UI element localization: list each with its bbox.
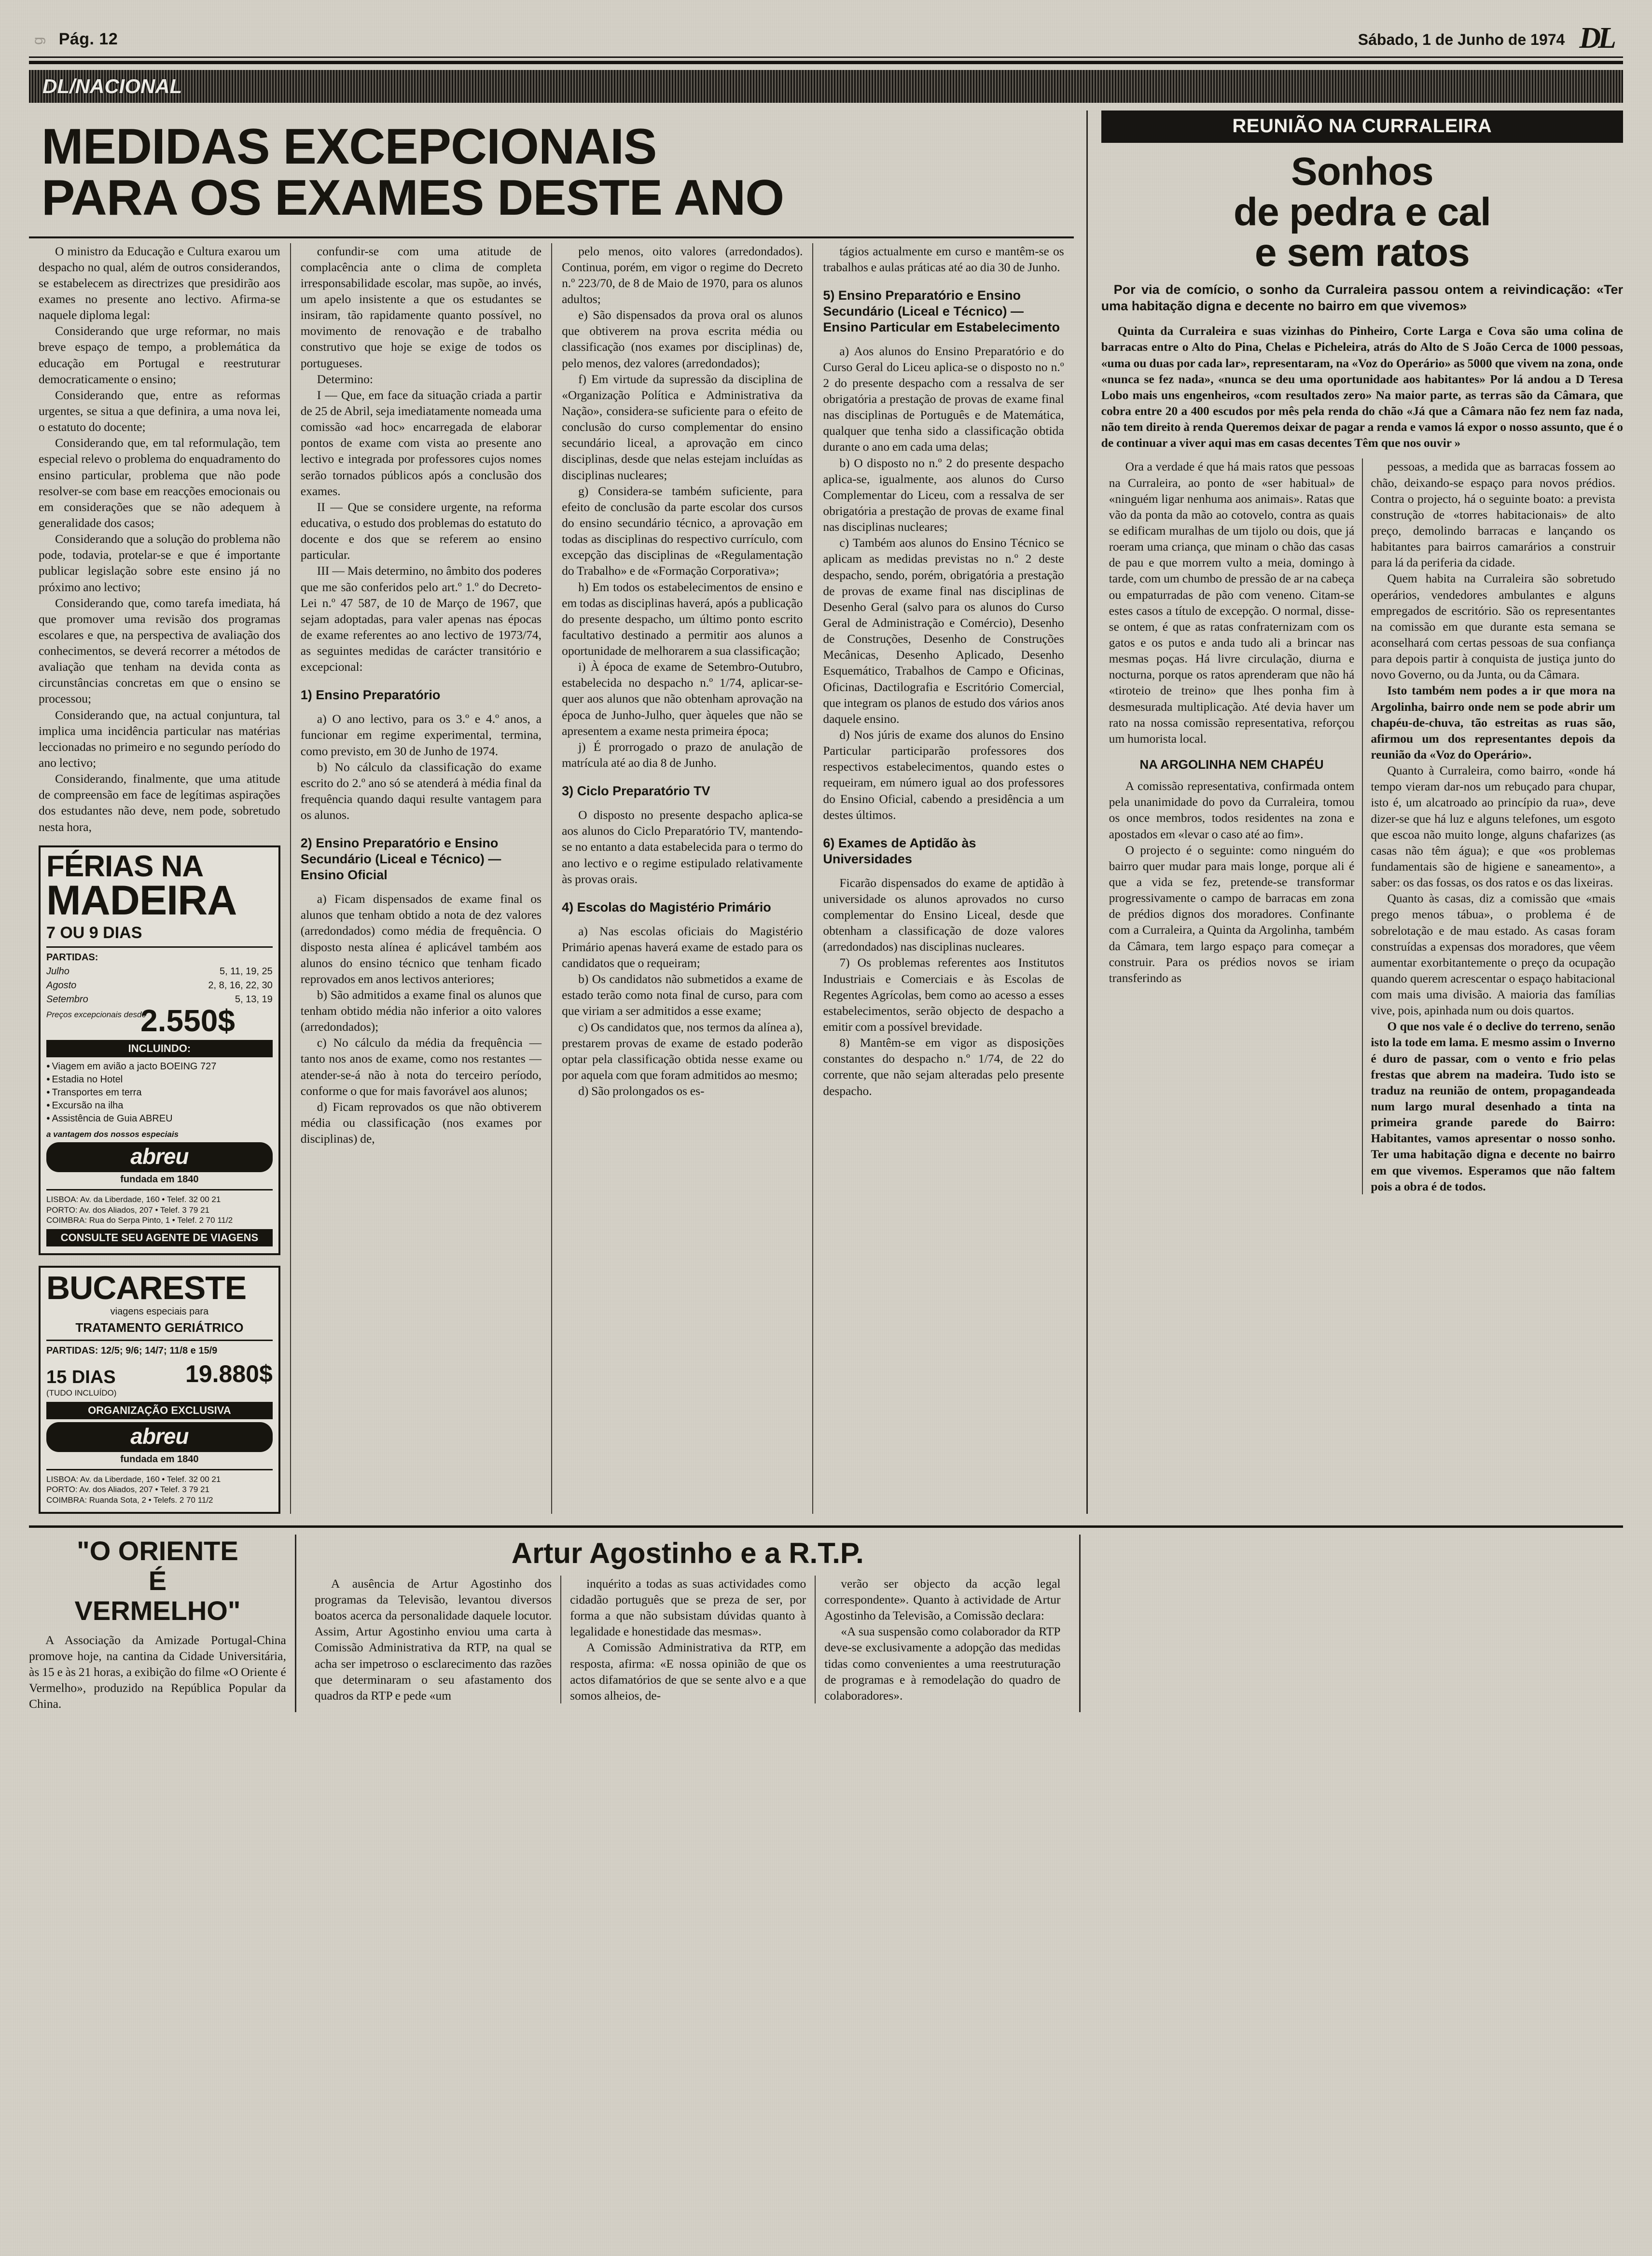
ad-departures: PARTIDAS: 12/5; 9/6; 14/7; 11/8 e 15/9 — [46, 1345, 218, 1356]
headline-rule — [29, 236, 1074, 238]
paragraph: b) São admitidos a exame final os alunos que tenham obtido média não inferior a oito valores (arredondados); — [300, 987, 542, 1034]
paragraph: c) Também aos alunos do Ensino Técnico se aplicam as medidas previstas no n.º 2 deste despacho, sendo, porém, obrigatória a prestação de provas de exame final nas disciplinas de Desenho Geral (salvo para os alunos do Curso Geral de Administração e Comércio), Desenho de Construções, Desenho de Construções Mecânicas, Desenho Aplicado, Desenho Esquemático, Trabalhos de Campo e Oficinas, Oficinas, Dactilografia e Escritório Comercial, que integram os planos de estudo dos vários anos daquele ensino. — [823, 536, 1064, 726]
ad-departure-month: Julho — [46, 966, 69, 977]
paragraph: Considerando que, como tarefa imediata, há que promover uma revisão dos programas escolares e que, na perspectiva de avaliação dos conhecimentos, se deverá recorrer a métodos de avaliação que tenham na devida conta as circunstâncias concretas em que o ensino se processou; — [39, 595, 280, 706]
divider-top-thick — [29, 61, 1623, 64]
artur-column-1 — [306, 1576, 560, 1703]
paragraph: A Comissão Administrativa da RTP, em resposta, afirma: «E nossa opinião de que os actos difamatórios de que se sente alvo e a que somos alheios, de- — [570, 1640, 806, 1702]
abreu-founded: fundada em 1840 — [120, 1174, 199, 1185]
ad-title-line-3: VERMELHO" — [74, 1595, 241, 1626]
article-columns — [29, 243, 1074, 1514]
paragraph: f) Em virtude da supressão da disciplina de «Organização Política e Administrativa da Nação», considera-se suficiente para o efeito de conclusão do curso complementar do ensino secundário liceal, a aprovação em cinco disciplinas, desde que nelas estejam incluídas as disciplinas nucleares; — [562, 372, 803, 482]
artur-column-2 — [560, 1576, 815, 1703]
ad-office: LISBOA: Av. da Liberdade, 160 • Telef. 32 00 21 — [46, 1195, 221, 1204]
section-tag: DL/NACIONAL — [42, 75, 182, 98]
paragraph: c) No cálculo da média da frequência — tanto nos anos de exame, como nos restantes — atender-se-á não à nota do terceiro período, conforme o que for mais favorável aos alunos; — [300, 1036, 542, 1098]
paragraph: d) Nos júris de exame dos alunos do Ensino Particular participarão professores dos respectivos estabelecimentos, quando estes o requeiram, em número igual ao dos professores do Ensino Oficial, cabendo a presidência a um destes últimos. — [823, 728, 1064, 822]
abreu-logo: abreu — [46, 1142, 273, 1172]
ad-includes-list — [46, 1060, 273, 1125]
ad-band: ORGANIZAÇÃO EXCLUSIVA — [46, 1402, 273, 1419]
ad-title-line1: FÉRIAS NA — [46, 849, 204, 883]
artur-agostinho-article — [296, 1535, 1079, 1712]
artur-columns — [306, 1576, 1069, 1703]
ad-departure-days: 5, 11, 19, 25 — [220, 966, 273, 977]
article-column-3 — [551, 243, 812, 1514]
paragraph: i) À época de exame de Setembro-Outubro, estabelecida no despacho n.º 1/74, aplicar-se-quer aos alunos que não obtenham aprovação na época de Junho-Julho, quer àqueles que não se apresentem a exame nesta primeira época; — [562, 660, 803, 738]
subheading-exames-aptidao: 6) Exames de Aptidão às Universidades — [823, 835, 976, 866]
ad-include-item: ● Excursão na ilha — [46, 1099, 273, 1112]
ad-departures-label: PARTIDAS: — [46, 952, 98, 963]
ad-departure-row — [46, 980, 273, 992]
paragraph: «A sua suspensão como colaborador da RTP deve-se exclusivamente a adopção das medidas tidas como convenientes a uma reestruturação de programas e à remodelação do quadro de colaboradores». — [824, 1624, 1061, 1702]
curraleira-continuation — [1079, 1535, 1623, 1712]
subheading-ensino-preparatorio: 1) Ensino Preparatório — [300, 688, 441, 703]
paragraph: Isto também nem podes a ir que mora na Argolinha, bairro onde nem se pode abrir um chapéu-de-chuva, tão estreitas as ruas são, afirmou um dos representantes depois da reunião da «Voz do Operário». — [1371, 683, 1615, 761]
ad-title-line-1: "O ORIENTE — [77, 1535, 238, 1566]
paragraph: pessoas, a medida que as barracas fossem ao chão, deixando-se espaço para novos prédios. Contra o projecto, há o seguinte boato: a prevista construção de «torres habitacionais» de alto preço, demolindo barracas e lançando os habitantes para bairros camarários a construir para lá da periferia da cidade. — [1371, 459, 1615, 570]
section-banner — [29, 70, 1623, 103]
paragraph: e) São dispensados da prova oral os alunos que obtiverem na prova escrita média ou classificação (nos exames por disciplinas) de, pelo menos, dez valores (arredondados); — [562, 308, 803, 370]
paragraph: 7) Os problemas referentes aos Institutos Industriais e Comerciais e às Escolas de Regentes Agrícolas, bem como ao acesso a esses estabelecimentos, serão objecto de despacho a emitir com a possível brevidade. — [823, 955, 1064, 1034]
paragraph: pelo menos, oito valores (arredondados). Continua, porém, em vigor o regime do Decreto n.º 223/70, de 8 de Maio de 1970, para os alunos adultos; — [562, 244, 803, 306]
paragraph: b) No cálculo da classificação do exame escrito do 2.º ano só se atenderá à média final da frequência quando daqui resulte vantagem para os alunos. — [300, 760, 542, 822]
fold-mark: g — [29, 36, 46, 45]
ad-departure-row — [46, 966, 273, 978]
paragraph: Considerando que, entre as reformas urgentes, se situa a que definira, a uma nova lei, o estatuto do docente; — [39, 388, 280, 434]
paragraph: b) Os candidatos não submetidos a exame de estado terão como nota final de curso, para com que viriam a ser admitidos a esse exame; — [562, 972, 803, 1018]
paragraph: inquérito a todas as suas actividades como cidadão português que se preza de ser, por forma a que não subsistam dúvidas quanto à legalidade e honestidade das mesmas». — [570, 1576, 806, 1639]
paragraph: 8) Mantêm-se em vigor as disposições constantes do despacho n.º 1/74, de 22 do corrente, que não sejam alteradas pelo presente despacho. — [823, 1036, 1064, 1098]
paragraph: Determino: — [317, 372, 373, 386]
curraleira-subheading: NA ARGOLINHA NEM CHAPÉU — [1139, 757, 1324, 772]
paragraph: d) Ficam reprovados os que não obtiverem média ou classificação (nos exames por disciplinas) de, — [300, 1099, 542, 1146]
ad-includes-label: INCLUINDO: — [46, 1040, 273, 1057]
paragraph: Considerando que, em tal reformulação, tem especial relevo o problema do enquadramento do ensino particular, problema que não pode resolver-se com base em reacções emocionais ou em considerações que se não adequem à generalidade dos casos; — [39, 436, 280, 530]
subheading-ciclo-preparatorio-tv: 3) Ciclo Preparatório TV — [562, 784, 710, 799]
ad-bucareste[interactable] — [39, 1266, 280, 1514]
paragraph: Ficarão dispensados do exame de aptidão à universidade os alunos aprovados no curso complementar do Ensino Liceal, desde que obtenham a classificação de doze valores (arredondados) nas disciplinas nucleares. — [823, 875, 1064, 954]
paragraph: II — Que se considere urgente, na reforma educativa, o estudo dos problemas do estatuto do docente e dos que se referem ao ensino particular. — [300, 499, 542, 562]
curraleira-article — [1088, 111, 1623, 1513]
bottom-section — [29, 1525, 1623, 1712]
paragraph: O projecto é o seguinte: como ninguém do bairro quer mudar para mais longe, porque ali é que a vida se fez, pretende-se transformar progressivamente o campo de barracas em zona de prédios dignos dos moradores. Confinante com a Curraleira, a Quinta da Argolinha, também da Câmara, tem largo espaço para começar a construir. Para os prédios novos se iriam transferindo as — [1109, 843, 1355, 985]
paragraph: O que nos vale é o declive do terreno, senão isto la tode em lama. E mesmo assim o Inverno é duro de passar, com o vento e frio pelas frestas que abrem na madeira. Tudo isto se traduz na reunião de ontem, propagandeada num largo mural desenhado a tinta na primeira grande parede do Bairro: Habitantes, vamos apresentar o nosso sonho. Ter uma habitação digna e decente no bairro em que vivemos. Esperamos que não faltem pois a obra é de todos. — [1371, 1019, 1615, 1193]
ad-days: 15 DIAS — [46, 1367, 116, 1387]
paragraph: tágios actualmente em curso e mantêm-se os trabalhos e aulas práticas até ao dia 30 de Junho. — [823, 244, 1064, 274]
paragraph: h) Em todos os estabelecimentos de ensino e em todas as disciplinas haverá, após a publicação do presente despacho, um último ponto escrito facultativo destinado a permitir aos alunos a oportunidade de melhorarem a sua classificação; — [562, 580, 803, 658]
paragraph: Quanto à Curraleira, como bairro, «onde há tempo vieram dar-nos um rebuçado para chupar, isto é, um alcatroado ao princípio da rua», deve dizer-se que há luz e alguns telefones, um esgoto que escoa não muito longe, alguns chafarizes (as casas não têm água); e que «os problemas fundamentais são de higiene e saneamento», a saber: os das fossas, os dos ratos e os das lixeiras. — [1371, 763, 1615, 890]
masthead-logo: DL — [1579, 22, 1613, 55]
ad-office: COIMBRA: Rua do Serpa Pinto, 1 • Telef. 2 70 11/2 — [46, 1215, 233, 1225]
paragraph: a) Ficam dispensados de exame final os alunos que tenham obtido a nota de dez valores (arredondados) como média de frequência. O disposto nesta alínea é aplicável também aos alunos do ensino técnico que tenham ficado reprovados em anos lectivos anteriores; — [300, 892, 542, 986]
curraleira-column-1 — [1101, 458, 1362, 1194]
paragraph: Quinta da Curraleira e suas vizinhas do Pinheiro, Corte Larga e Cova são uma colina de barracas entre o Alto do Pina, Chelas e Picheleira, atrás do Alto de S João Cerca de 1000 pessoas, «uma ou duas por cada lar», representaram, na «Voz do Operário» as 5000 que vivem na zona, onde «nunca se fez nada», «nunca se deu uma oportunidade aos habitantes» Por lá andou a D Teresa Lobo mais uns engenheiros, «com resultados zero» Na maior parte, as terras são da Câmara, que cobra entre 20 a 400 escudos por mês pela renda do chão «Já que a Câmara não fez nem faz nada, não tem direito à renda Queremos deixar de pagar a renda e vamos lá expor o nosso assunto, que é o de continuar a viver aqui mas em casas decentes Têm que nos ouvir » — [1101, 324, 1623, 450]
subheading-ensino-particular: 5) Ensino Preparatório e Ensino Secundário (Liceal e Técnico) — Ensino Particular em Estabelecimento — [823, 288, 1060, 334]
ad-title: BUCARESTE — [46, 1270, 247, 1307]
article-column-1 — [29, 243, 290, 1514]
curraleira-headline-line-1: Sonhos — [1291, 150, 1433, 194]
curraleira-columns — [1101, 458, 1623, 1194]
paragraph: Quem habita na Curraleira são sobretudo operários, vendedores ambulantes e alguns empregados de escritório. São os representantes na comissão em que durante esta semana se aconselhará com certas pessoas de sua confiança para depois partir à conquista de justiça junto do novo Governo, ou da Junta, ou da Câmara. — [1371, 571, 1615, 682]
paragraph: Quanto às casas, diz a comissão que «mais prego menos tábua», o problema é de sobrelotação e de mau estado. As casas foram construídas a expensas dos moradores, que vêem aumentar exorbitantemente o preço da ocupação quando querem acrescentar o espaço habitacional com mais uma divisão. A maioria das famílias vive, pois, apinhada num ou dois quartos. — [1371, 891, 1615, 1018]
paragraph: a) Aos alunos do Ensino Preparatório e do Curso Geral do Liceu aplica-se o disposto no n.º 2 do presente despacho com a ressalva de ser obrigatória a prestação de provas de exame final nas disciplinas de Português e de Matemática, qualquer que tenha sido a classificação obtida durante o ano em cada uma delas; — [823, 344, 1064, 454]
ad-title-line-2: É — [148, 1565, 167, 1596]
article-column-4 — [812, 243, 1073, 1514]
paragraph: confundir-se com uma atitude de complacência ante o clima de completa irresponsabilidade escolar, mas supõe, ao invés, um apelo insistente a que os estudantes se insiram, tão rapidamente quanto possível, no movimento de renovação e de trabalho construtivo que hoje se exige de todos os portugueses. — [300, 244, 542, 370]
ad-include-item: ● Viagem em avião a jacto BOEING 727 — [46, 1060, 273, 1073]
paragraph: a) O ano lectivo, para os 3.º e 4.º anos, a funcionar em regime experimental, termina, como previsto, em 30 de Junho de 1974. — [300, 712, 542, 758]
artur-headline: Artur Agostinho e a R.T.P. — [511, 1536, 864, 1569]
paragraph: Considerando que urge reformar, no mais breve espaço de tempo, a problemática da educação em Portugal e reestruturar democraticamente o ensino; — [39, 324, 280, 386]
paragraph: verão ser objecto da acção legal correspondente». Quanto à actividade de Artur Agostinho da Televisão, a Comissão declara: — [824, 1576, 1061, 1623]
paragraph: III — Mais determino, no âmbito dos poderes que me são conferidos pelo art.º 1.º do Decreto-Lei n.º 47 587, de 10 de Março de 1967, que sejam adoptadas, para valer apenas nas épocas de exame referentes ao ano lectivo de 1973/74, as seguintes medidas de carácter transitório e excepcional: — [300, 564, 542, 674]
paragraph: O ministro da Educação e Cultura exarou um despacho no qual, além de outros considerandos, se estabelecem as directrizes que presidirão aos exames no presente ano lectivo. Afirma-se naquele diploma legal: — [39, 244, 280, 322]
curraleira-lead: Por via de comício, o sonho da Curraleira passou ontem a reivindicação: «Ter uma habitação digna e decente no bairro em que vivemos» — [1101, 282, 1623, 314]
article-column-2 — [290, 243, 551, 1514]
ad-title-line2: MADEIRA — [46, 877, 237, 924]
ad-footer: CONSULTE SEU AGENTE DE VIAGENS — [46, 1229, 273, 1246]
ad-divider — [46, 1189, 273, 1190]
ad-departure-days: 2, 8, 16, 22, 30 — [208, 980, 273, 991]
main-grid — [29, 111, 1623, 1513]
paragraph: Considerando que a solução do problema não pode, todavia, protelar-se e que é importante publicar legislação sobre este ensino já no próximo ano lectivo; — [39, 532, 280, 594]
headline-line-1: MEDIDAS EXCEPCIONAIS — [42, 119, 657, 175]
paragraph: j) É prorrogado o prazo de anulação de matrícula até ao dia 8 de Junho. — [562, 739, 803, 770]
paragraph: g) Considera-se também suficiente, para efeito de conclusão da parte escolar dos cursos do ensino secundário técnico, a aprovação em todas as disciplinas do respectivo currículo, com excepção das disciplinas de «Regulamentação do Trabalho» e de «Formação Corporativa»; — [562, 484, 803, 578]
ad-price-note: Preços excepcionais desde — [46, 1010, 146, 1019]
ad-ferias-madeira[interactable] — [39, 845, 280, 1255]
ad-treatment: TRATAMENTO GERIÁTRICO — [75, 1320, 244, 1335]
ad-departure-days: 5, 13, 19 — [235, 994, 273, 1005]
page-title — [42, 119, 1074, 226]
divider-top — [29, 56, 1623, 58]
paragraph: Ora a verdade é que há mais ratos que pessoas na Curraleira, ao ponto de «ser habitual» de «ninguém ligar nenhuma aos animais». Ratas que vão da ponta da mão ao cotovelo, contra as quais se edificam muralhas de um tijolo ou dois, que já roeram uma criança, que minam o chão das casas de pau e que morrem vulto a meia, domingo à tarde, com um chumbo de pressão de ar na cabeça ou empaturradas de pão com veneno. Citam-se estes casos a título de excepção. O normal, disse-se ontem, é que as ratas confraternizam com os gatos e os putos e anda tudo ali a brincar nas mesmas poças. Há livre circulação, diurna e nocturna, porque os ratos aprenderam que não há «tiroteio de treino» que lhes ponha fim à desmesurada multiplicação. Até devia haver um rato na nossa comissão representativa, reforçou um humorista local. — [1109, 459, 1355, 746]
paragraph: Considerando, finalmente, que uma atitude de compreensão em face de legítimas aspirações dos estudantes não deve, nem pode, sobretudo nesta hora, — [39, 772, 280, 834]
ad-divider — [46, 1340, 273, 1341]
headline-line-2: PARA OS EXAMES DESTE ANO — [42, 170, 784, 226]
abreu-logo: abreu — [46, 1422, 273, 1452]
paragraph: A Associação da Amizade Portugal-China promove hoje, na cantina da Cidade Universitária, às 15 e às 21 horas, a exibição do filme «O Oriente é Vermelho», produzido na República Popular da China. — [29, 1633, 286, 1711]
ad-price: 2.550$ — [140, 1003, 235, 1038]
artur-column-3 — [815, 1576, 1069, 1703]
paragraph: Considerando que, na actual conjuntura, tal implica uma incidência particular nas matérias leccionadas no primeiro e no segundo período do ano lectivo; — [39, 707, 280, 770]
ad-subtitle: viagens especiais para — [110, 1306, 209, 1317]
curraleira-kicker: REUNIÃO NA CURRALEIRA — [1101, 111, 1623, 143]
ad-office: PORTO: Av. dos Aliados, 207 • Telef. 3 79 21 — [46, 1205, 209, 1215]
ad-include-item: ● Estadia no Hotel — [46, 1073, 273, 1086]
curraleira-headline — [1101, 152, 1623, 273]
ad-office: COIMBRA: Ruanda Sota, 2 • Telefs. 2 70 11/2 — [46, 1495, 213, 1505]
curraleira-column-2 — [1362, 458, 1623, 1194]
page-topbar — [29, 0, 1623, 55]
ad-departure-month: Setembro — [46, 994, 88, 1005]
page-number: Pág. 12 — [58, 30, 118, 49]
subheading-magisterio-primario: 4) Escolas do Magistério Primário — [562, 900, 771, 914]
subheading-ensino-oficial: 2) Ensino Preparatório e Ensino Secundário (Liceal e Técnico) — Ensino Oficial — [300, 836, 501, 883]
paragraph: a) Nas escolas oficiais do Magistério Primário apenas haverá exame de estado para os candidatos que o requeiram; — [562, 924, 803, 970]
paragraph: A ausência de Artur Agostinho dos programas da Televisão, levantou diversos boatos acerca da personalidade daquele locutor. Assim, Artur Agostinho enviou uma carta à Comissão Administrativa da RTP, na qual se acha ser impetroso o esclarecimento das razões que determinaram o seu afastamento dos quadros da RTP e pede «um — [314, 1576, 552, 1702]
paragraph: b) O disposto no n.º 2 do presente despacho aplica-se, igualmente, aos alunos do Curso Complementar do Liceu, com a ressalva de ser obrigatória a prestação de provas de exame final nas disciplinas nucleares; — [823, 456, 1064, 534]
paragraph: d) São prolongados os es- — [578, 1084, 705, 1098]
ad-price: 19.880$ — [185, 1360, 273, 1387]
curraleira-headline-line-3: e sem ratos — [1254, 230, 1470, 275]
ad-divider — [46, 946, 273, 948]
ad-days: 7 OU 9 DIAS — [46, 923, 142, 942]
ad-departure-month: Agosto — [46, 980, 77, 991]
paragraph: c) Os candidatos que, nos termos da alínea a), prestarem provas de exame de estado poderão optar pela classificação obtida nesse exame ou por aquela com que foram admitidos ao mesmo; — [562, 1020, 803, 1082]
ad-oriente-vermelho[interactable] — [29, 1535, 296, 1712]
ad-divider — [46, 1469, 273, 1470]
main-article — [29, 111, 1088, 1513]
ad-tagline: a vantagem dos nossos especiais — [46, 1130, 179, 1139]
curraleira-headline-line-2: de pedra e cal — [1233, 190, 1491, 235]
ad-price-note: (TUDO INCLUÍDO) — [46, 1388, 117, 1398]
ad-include-item: ● Assistência de Guia ABREU — [46, 1112, 273, 1125]
ad-office: LISBOA: Av. da Liberdade, 160 • Telef. 32 00 21 — [46, 1475, 221, 1484]
paragraph: O disposto no presente despacho aplica-se aos alunos do Ciclo Preparatório TV, mantendo-se no entanto a data estabelecida para o termo do ano lectivo e o regime estipulado relativamente às provas orais. — [562, 808, 803, 886]
paragraph: I — Que, em face da situação criada a partir de 25 de Abril, seja imediatamente nomeada uma comissão «ad hoc» encarregada de elaborar pontos de exame com vista ao presente ano lectivo e integrada por professores cujos nomes serão tornados públicos após a conclusão dos exames. — [300, 388, 542, 498]
paragraph: A comissão representativa, confirmada ontem pela unanimidade do povo da Curraleira, tomou os once membros, todos residentes na zona e apostados em «levar o caso até ao fim». — [1109, 779, 1355, 841]
ad-office: PORTO: Av. dos Aliados, 207 • Telef. 3 79 21 — [46, 1485, 209, 1495]
issue-date: Sábado, 1 de Junho de 1974 — [1358, 31, 1565, 49]
ad-include-item: ● Transportes em terra — [46, 1086, 273, 1099]
abreu-founded: fundada em 1840 — [120, 1454, 199, 1465]
